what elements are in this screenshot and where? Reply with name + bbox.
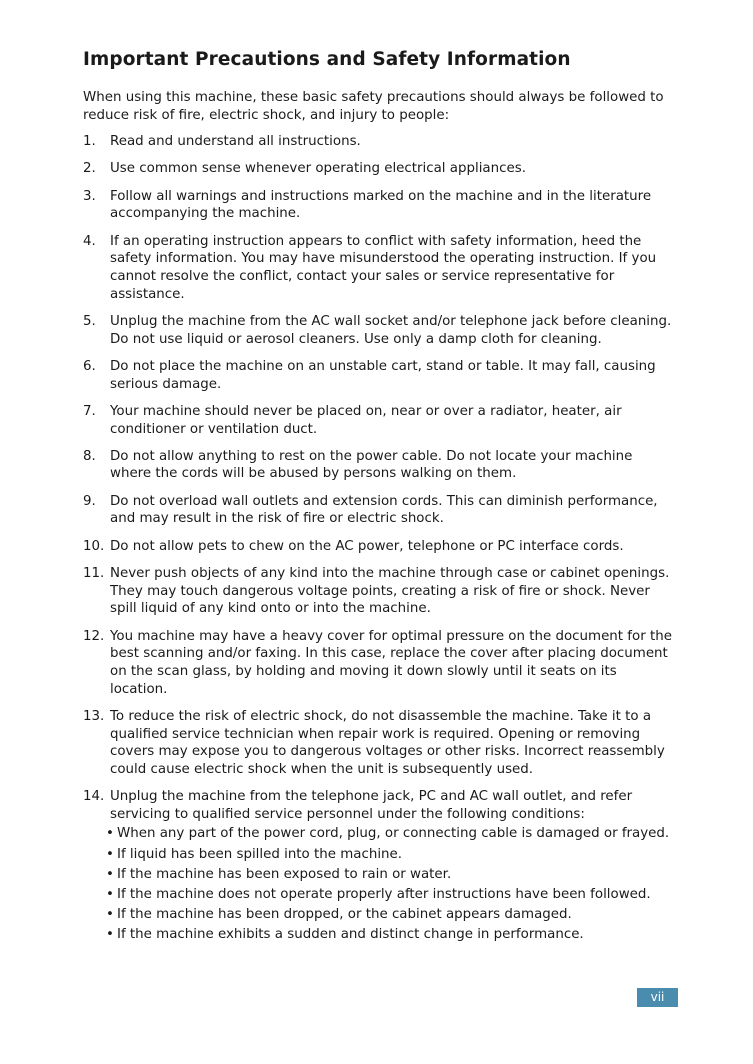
precaution-item (83, 133, 673, 151)
condition-item (106, 906, 673, 924)
precaution-item (83, 708, 673, 778)
item-text: Do not overload wall outlets and extension cords. This can diminish performance, and may result in the risk of fire or electric shock. (110, 493, 658, 527)
item-number: 9. (83, 493, 96, 509)
intro-paragraph: When using this machine, these basic safety precautions should always be followed to reduce risk of fire, electric shock, and injury to people: (83, 90, 664, 123)
bullet-icon: • (106, 907, 114, 923)
item-number: 11. (83, 566, 105, 582)
precaution-item (83, 493, 673, 528)
item-text: Use common sense whenever operating electrical appliances. (110, 161, 526, 177)
item-number: 7. (83, 403, 96, 419)
page-number-badge: vii (637, 988, 678, 1007)
item-number: 10. (83, 538, 105, 554)
item-text: Your machine should never be placed on, near or over a radiator, heater, air conditioner or ventilation duct. (110, 403, 622, 437)
precaution-item (83, 358, 673, 393)
item-number: 6. (83, 358, 96, 374)
bullet-icon: • (106, 826, 114, 842)
condition-text: When any part of the power cord, plug, or connecting cable is damaged or frayed. (117, 826, 670, 842)
condition-text: If the machine does not operate properly after instructions have been followed. (117, 886, 651, 902)
precautions-list (83, 133, 673, 954)
item-text: Never push objects of any kind into the machine through case or cabinet openings. They may touch dangerous voltage points, creating a risk of fire or shock. Never spill liquid of any kind onto or into the machine. (110, 566, 670, 617)
precaution-item (83, 448, 673, 483)
item-number: 14. (83, 789, 105, 805)
bullet-icon: • (106, 927, 114, 943)
item-text: Do not allow pets to chew on the AC power, telephone or PC interface cords. (110, 538, 624, 554)
conditions-list (106, 825, 673, 944)
bullet-icon: • (106, 886, 114, 902)
condition-item (106, 846, 673, 864)
item-number: 5. (83, 313, 96, 329)
item-number: 4. (83, 233, 96, 249)
precaution-item (83, 313, 673, 348)
item-text: Read and understand all instructions. (110, 134, 361, 149)
item-text: Follow all warnings and instructions marked on the machine and in the literature accompanying the machine. (110, 188, 652, 222)
precaution-item (83, 565, 673, 618)
condition-text: If the machine has been exposed to rain or water. (117, 866, 452, 882)
condition-item (106, 825, 673, 843)
item-text: Do not place the machine on an unstable cart, stand or table. It may fall, causing serious damage. (110, 358, 656, 392)
item-number: 13. (83, 709, 105, 724)
item-text: If an operating instruction appears to conflict with safety information, heed the safety information. You may have misunderstood the operating instruction. If you cannot resolve the conflict, contact your sales or service representative for assistance. (110, 233, 657, 302)
item-text: You machine may have a heavy cover for optimal pressure on the document for the best scanning and/or faxing. In this case, replace the cover after placing document on the scan glass, by holding and moving it down slowly until it seats on its location. (110, 628, 672, 697)
condition-item (106, 886, 673, 904)
precaution-item (83, 538, 673, 556)
item-number: 3. (83, 188, 96, 204)
condition-text: If the machine has been dropped, or the cabinet appears damaged. (117, 907, 572, 923)
item-text: Unplug the machine from the telephone jack, PC and AC wall outlet, and refer servicing to qualified service personnel under the following conditions: (110, 789, 633, 822)
bullet-icon: • (106, 846, 114, 862)
item-number: 8. (83, 448, 96, 464)
precaution-item (83, 160, 673, 178)
item-text: To reduce the risk of electric shock, do not disassemble the machine. Take it to a qualified service technician when repair work is required. Opening or removing covers may expose you to dangerous voltages or other risks. Incorrect reassembly could cause electric shock when the unit is subsequently used. (110, 709, 665, 777)
condition-item (106, 866, 673, 884)
item-number: 1. (83, 134, 96, 149)
page-title: Important Precautions and Safety Information (83, 49, 571, 70)
condition-text: If the machine exhibits a sudden and distinct change in performance. (117, 927, 584, 943)
precaution-item (83, 233, 673, 303)
bullet-icon: • (106, 866, 114, 882)
item-text: Do not allow anything to rest on the power cable. Do not locate your machine where the cords will be abused by persons walking on them. (110, 448, 633, 482)
precaution-item (83, 628, 673, 698)
item-number: 12. (83, 628, 105, 644)
item-text: Unplug the machine from the AC wall socket and/or telephone jack before cleaning. Do not use liquid or aerosol cleaners. Use only a damp cloth for cleaning. (110, 313, 672, 347)
condition-item (106, 926, 673, 944)
item-number: 2. (83, 161, 96, 177)
precaution-item (83, 188, 673, 223)
condition-text: If liquid has been spilled into the machine. (117, 846, 403, 862)
precaution-item (83, 788, 673, 944)
precaution-item (83, 403, 673, 438)
